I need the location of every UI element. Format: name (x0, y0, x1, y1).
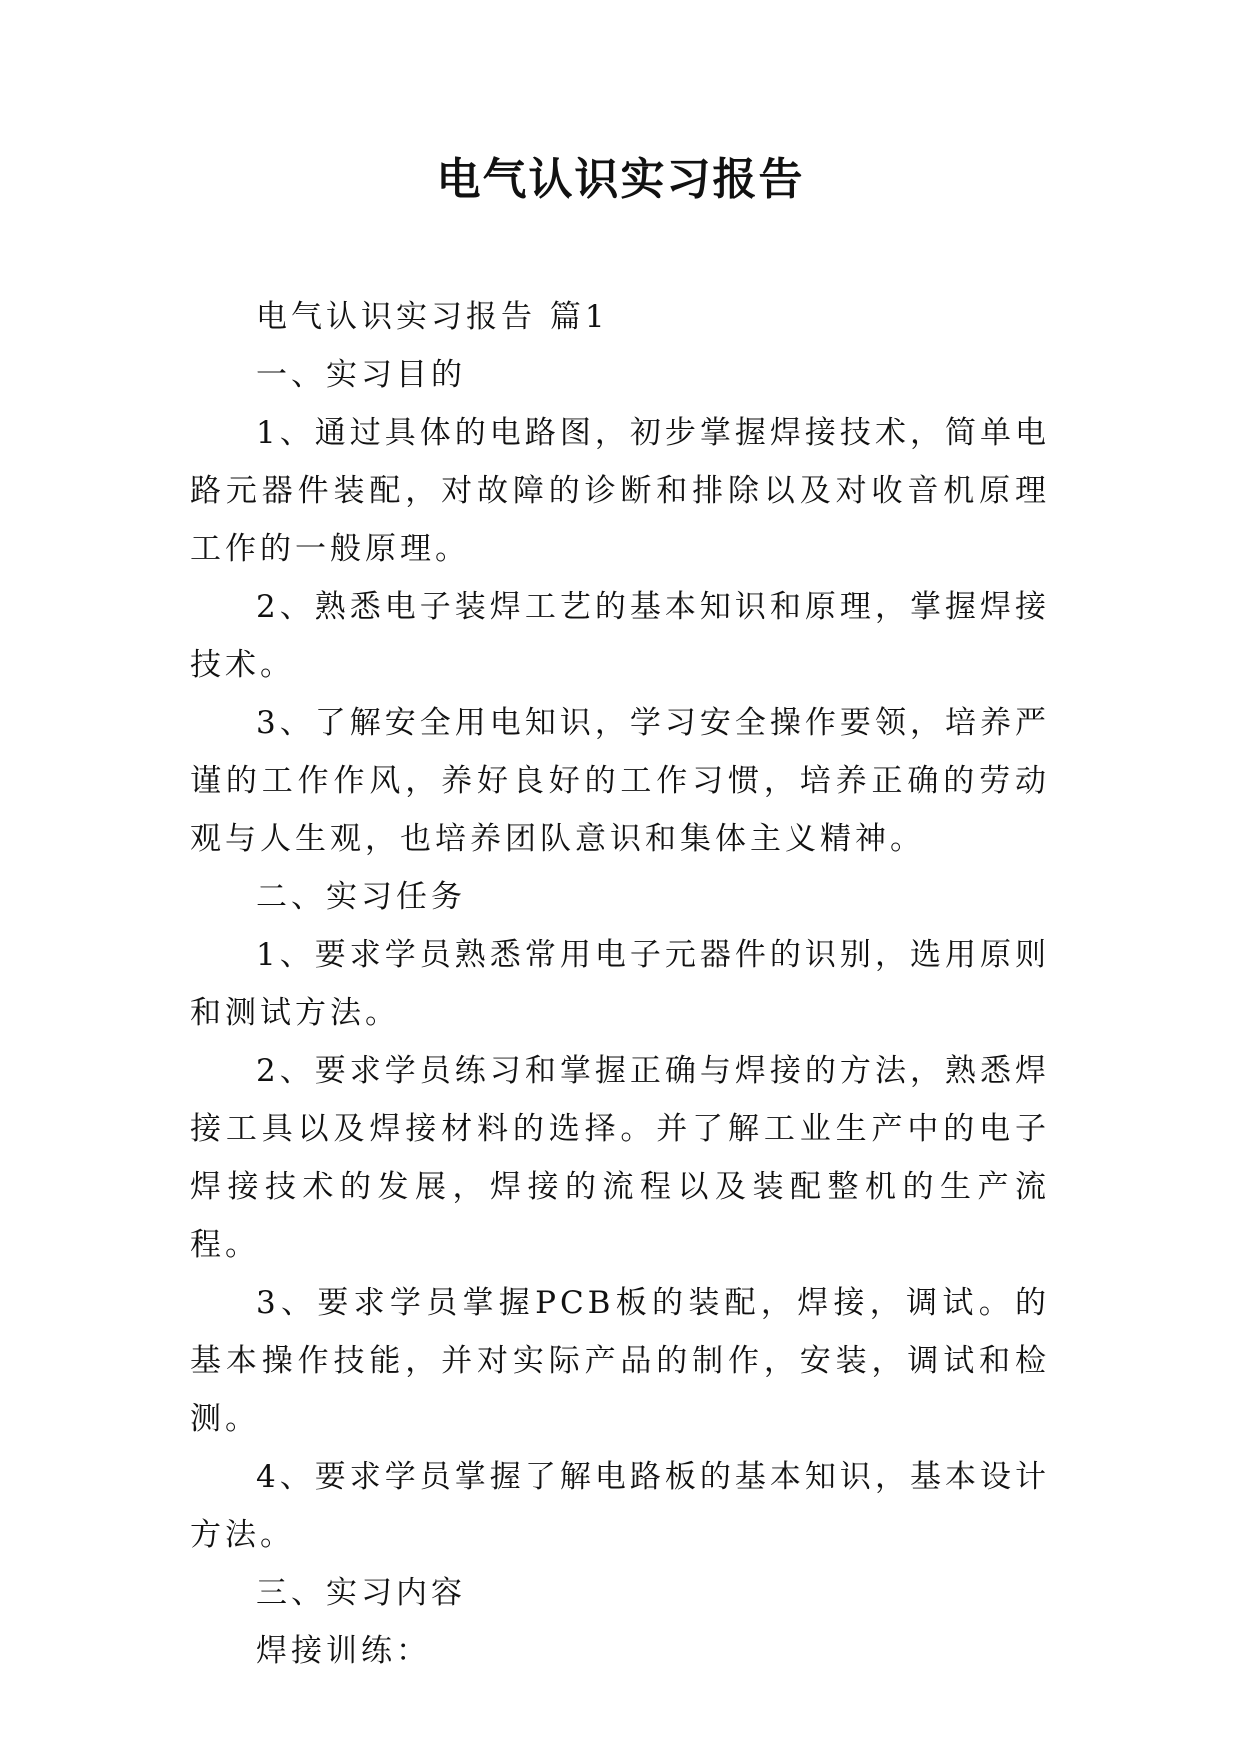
paragraph-welding-training: 焊接训练： (256, 1633, 431, 1669)
paragraph-purpose-heading: 一、实习目的 (256, 357, 466, 393)
paragraph-purpose-3: 3、了解安全用电知识，学习安全操作要领，培养严谨的工作作风，养好良好的工作习惯，培养正确的劳动观与人生观，也培养团队意识和集体主义精神。 (190, 705, 1050, 857)
paragraph-task-4: 4、要求学员掌握了解电路板的基本知识，基本设计方法。 (190, 1459, 1050, 1553)
paragraph-task-1: 1、要求学员熟悉常用电子元器件的识别，选用原则和测试方法。 (190, 937, 1050, 1031)
paragraph-content-heading: 三、实习内容 (256, 1575, 466, 1611)
paragraph-task-3: 3、要求学员掌握PCB板的装配，焊接，调试。的基本操作技能，并对实际产品的制作，安装，调试和检测。 (190, 1285, 1050, 1437)
document-title: 电气认识实习报告 (436, 154, 805, 205)
paragraph-purpose-2: 2、熟悉电子装焊工艺的基本知识和原理，掌握焊接技术。 (190, 589, 1050, 683)
paragraph-purpose-1: 1、通过具体的电路图，初步掌握焊接技术，简单电路元器件装配，对故障的诊断和排除以及对收音机原理工作的一般原理。 (190, 415, 1050, 567)
document-body (190, 288, 1050, 1680)
paragraph-task-2: 2、要求学员练习和掌握正确与焊接的方法，熟悉焊接工具以及焊接材料的选择。并了解工业生产中的电子焊接技术的发展，焊接的流程以及装配整机的生产流程。 (190, 1053, 1050, 1263)
paragraph-task-heading: 二、实习任务 (256, 879, 466, 915)
paragraph-section-heading: 电气认识实习报告 篇1 (256, 299, 609, 335)
